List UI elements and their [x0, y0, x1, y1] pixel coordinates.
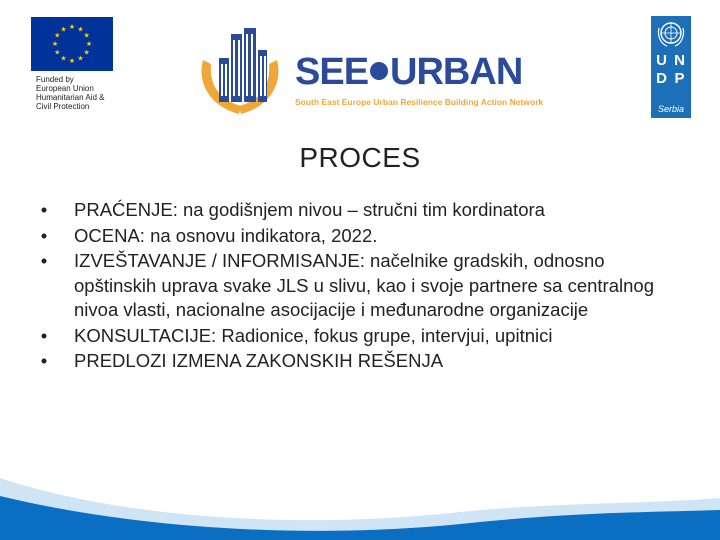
svg-text:★: ★	[60, 25, 67, 34]
bullet-text: OCENA: na osnovu indikatora, 2022.	[74, 224, 378, 246]
svg-text:★: ★	[68, 57, 76, 65]
bullet-symbol: •	[40, 224, 48, 246]
un-emblem-icon	[655, 20, 687, 48]
see-urban-title-left: SEE	[295, 51, 369, 93]
undp-letter: N	[671, 52, 688, 69]
eu-caption	[30, 75, 114, 111]
see-urban-title-right: URBAN	[390, 51, 523, 93]
undp-country: Serbia	[657, 104, 684, 114]
undp-letter-grid	[653, 52, 689, 88]
svg-text:★: ★	[77, 54, 84, 63]
bullet-text: PREDLOZI IZMENA ZAKONSKIH REŠENJA	[74, 350, 444, 371]
svg-text:★: ★	[68, 23, 76, 31]
eu-flag-icon	[30, 16, 114, 72]
bullet-symbol: •	[40, 250, 48, 271]
bullet-text: PRAĆENJE: na godišnjem nivou – stručni tim kordinatora	[74, 199, 545, 220]
svg-text:★: ★	[54, 48, 61, 57]
eu-funding-logo	[30, 16, 114, 111]
bullet-item	[34, 324, 684, 349]
eu-caption-line: Funded by	[36, 75, 74, 84]
svg-text:★: ★	[83, 48, 90, 57]
svg-text:★: ★	[60, 54, 67, 63]
svg-text:★: ★	[54, 31, 61, 40]
bullet-item	[34, 349, 684, 374]
bullet-symbol: •	[40, 324, 48, 346]
undp-letter: P	[671, 70, 688, 87]
eu-caption-line: Humanitarian Aid &	[36, 93, 105, 102]
svg-text:★: ★	[51, 40, 59, 48]
undp-letter: D	[653, 70, 670, 87]
svg-text:★: ★	[77, 25, 84, 34]
bullet-item	[34, 249, 684, 323]
undp-logo	[651, 16, 691, 118]
see-urban-subtitle: South East Europe Urban Resilience Building Action Network	[295, 97, 544, 107]
bullet-item	[34, 224, 684, 249]
globe-icon	[370, 62, 388, 80]
see-urban-title	[295, 52, 522, 92]
slide-title: PROCES	[299, 142, 421, 173]
bullet-item	[34, 198, 684, 223]
svg-text:★: ★	[83, 31, 90, 40]
bullet-symbol: •	[40, 199, 48, 220]
see-urban-logo	[195, 20, 544, 120]
footer-wave-decoration	[0, 460, 720, 540]
bullet-text: KONSULTACIJE: Radionice, fokus grupe, intervjui, upitnici	[74, 324, 553, 346]
eu-caption-line: Civil Protection	[36, 102, 90, 111]
bullet-symbol: •	[40, 350, 48, 371]
bullet-list	[34, 198, 684, 375]
eu-caption-line: European Union	[36, 84, 94, 93]
bullet-text: IZVEŠTAVANJE / INFORMISANJE: načelnike gradskih, odnosno opštinskih uprava svake JLS u slivu, kao i svoje partnere sa centralnog nivoa vlasti, nacionalne asocijacije i međunarodne organizacije	[74, 250, 654, 320]
undp-letter: U	[653, 52, 670, 69]
city-buildings-hands-icon	[195, 20, 285, 120]
svg-text:★: ★	[85, 40, 93, 48]
